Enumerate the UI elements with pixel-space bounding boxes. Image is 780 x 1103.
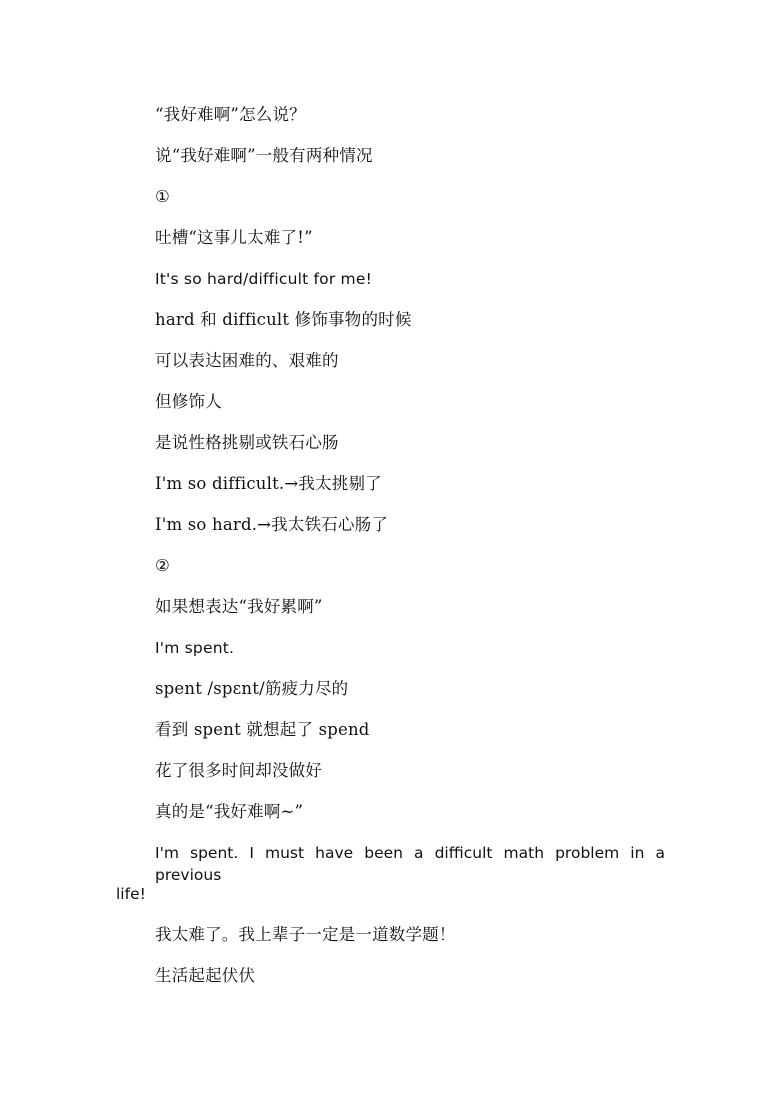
section-marker: ② (155, 556, 170, 575)
text-line: spent /spɛnt/筋疲力尽的 (155, 679, 349, 698)
text-line: 可以表达困难的、艰难的 (155, 351, 339, 370)
text-line: I'm so hard.→我太铁石心肠了 (155, 515, 389, 534)
text-line: 但修饰人 (155, 392, 222, 411)
title-line: “我好难啊”怎么说？ (155, 105, 306, 124)
text-line: 花了很多时间却没做好 (155, 761, 322, 780)
text-line: hard 和 difficult 修饰事物的时候 (155, 310, 412, 329)
paragraph-first-line: I'm spent. I must have been a difficult math problem in a previous (155, 844, 665, 884)
text-line: It's so hard/difficult for me! (155, 270, 372, 288)
paragraph-continuation: life! (116, 885, 146, 903)
text-line: 是说性格挑剔或铁石心肠 (155, 433, 339, 452)
section-marker: ① (155, 187, 170, 206)
text-line: 如果想表达“我好累啊” (155, 597, 323, 616)
text-line: 吐槽“这事儿太难了!” (155, 228, 313, 247)
text-line: 说“我好难啊”一般有两种情况 (155, 146, 373, 165)
text-line: 看到 spent 就想起了 spend (155, 720, 370, 739)
text-line: 真的是“我好难啊~” (155, 802, 304, 821)
text-line: 生活起起伏伏 (155, 966, 256, 985)
text-line: 我太难了。我上辈子一定是一道数学题！ (155, 925, 456, 944)
text-line: I'm spent. (155, 639, 235, 657)
text-line: I'm so difficult.→我太挑剔了 (155, 474, 382, 493)
